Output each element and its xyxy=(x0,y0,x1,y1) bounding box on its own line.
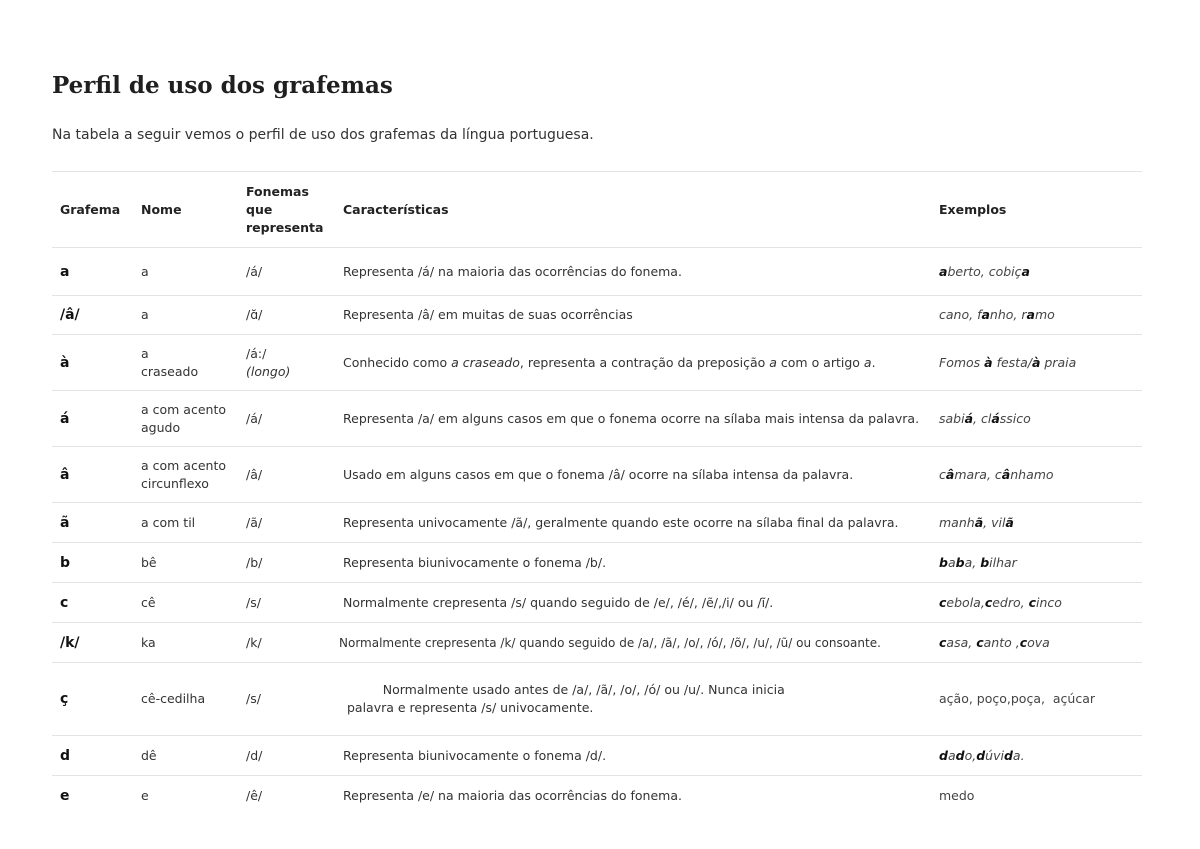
page-title: Perfil de uso dos grafemas xyxy=(52,72,393,99)
cell-exemplos xyxy=(931,623,1142,663)
example-text: o, xyxy=(964,747,977,763)
cell-nome: cê xyxy=(133,583,238,623)
example-highlight: â xyxy=(1001,466,1011,482)
example-text: nho, r xyxy=(989,307,1027,322)
example-text: nhamo xyxy=(1010,466,1054,482)
cell-grafema: à xyxy=(52,335,133,391)
example-text: ilhar xyxy=(989,554,1017,570)
cell-caracteristicas xyxy=(335,335,931,391)
table-row xyxy=(52,583,1142,623)
example-highlight: à xyxy=(1031,354,1041,370)
table-row xyxy=(52,776,1142,816)
example-text: a xyxy=(947,554,956,570)
cell-nome xyxy=(133,335,238,391)
header-caracteristicas: Características xyxy=(335,172,931,248)
example-highlight: c xyxy=(976,634,984,650)
car-italic: a xyxy=(769,354,777,370)
cell-caracteristicas: Representa biunivocamente o fonema /d/. xyxy=(335,736,931,776)
example-highlight: b xyxy=(939,554,948,570)
header-exemplos: Exemplos xyxy=(931,172,1142,248)
cell-nome: dê xyxy=(133,736,238,776)
cell-caracteristicas: Normalmente crepresenta /k/ quando seguido de /a/, /ã/, /o/, /ó/, /õ/, /u/, /ũ/ ou consoante. xyxy=(335,623,931,663)
cell-nome: a xyxy=(133,296,238,335)
table-row xyxy=(52,736,1142,776)
example-text: , cl xyxy=(973,410,992,426)
cell-fonema: /á/ xyxy=(238,248,335,296)
cell-grafema: ç xyxy=(52,663,133,736)
table-row xyxy=(52,543,1142,583)
cell-exemplos: medo xyxy=(931,776,1142,816)
example-highlight: a xyxy=(939,263,948,279)
cell-grafema: d xyxy=(52,736,133,776)
cell-caracteristicas: Representa /a/ em alguns casos em que o fonema ocorre na sílaba mais intensa da palavra. xyxy=(335,391,931,447)
example-text: a. xyxy=(1012,747,1025,763)
example-text: mo xyxy=(1034,307,1055,322)
table-row xyxy=(52,335,1142,391)
example-text: a xyxy=(947,747,956,763)
example-text: úvi xyxy=(985,747,1004,763)
cell-caracteristicas: Usado em alguns casos em que o fonema /â/ ocorre na sílaba intensa da palavra. xyxy=(335,447,931,503)
cell-grafema: e xyxy=(52,776,133,816)
example-text: c xyxy=(939,466,946,482)
table-row xyxy=(52,663,1142,736)
cell-fonema-line1: /á:/ xyxy=(246,345,267,361)
cell-fonema: /â/ xyxy=(238,447,335,503)
example-highlight: d xyxy=(976,747,986,763)
table-row xyxy=(52,447,1142,503)
example-highlight: b xyxy=(955,554,965,570)
cell-exemplos xyxy=(931,447,1142,503)
cell-exemplos xyxy=(931,335,1142,391)
cell-grafema: ã xyxy=(52,503,133,543)
cell-exemplos xyxy=(931,248,1142,296)
cell-nome-line2: craseado xyxy=(141,363,199,379)
cell-fonema: /ɑ̆/ xyxy=(238,296,335,335)
cell-nome xyxy=(133,391,238,447)
cell-nome-line2: circunflexo xyxy=(141,475,209,491)
cell-caracteristicas: Representa univocamente /ã/, geralmente quando este ocorre na sílaba final da palavra. xyxy=(335,503,931,543)
table-row xyxy=(52,248,1142,296)
cell-grafema: a xyxy=(52,248,133,296)
example-highlight: d xyxy=(955,747,965,763)
cell-fonema: /k/ xyxy=(238,623,335,663)
cell-fonema: /á/ xyxy=(238,391,335,447)
cell-nome: ka xyxy=(133,623,238,663)
example-text: , vil xyxy=(983,514,1006,530)
example-highlight: c xyxy=(939,594,947,610)
example-highlight: c xyxy=(1019,634,1028,650)
table-row xyxy=(52,391,1142,447)
header-nome: Nome xyxy=(133,172,238,248)
example-highlight: â xyxy=(945,466,955,482)
cell-grafema: b xyxy=(52,543,133,583)
header-grafema: Grafema xyxy=(52,172,133,248)
example-text: ova xyxy=(1027,634,1050,650)
example-highlight: á xyxy=(991,410,1000,426)
example-text: berto, cobiç xyxy=(947,263,1022,279)
cell-nome-line1: a com acento xyxy=(141,401,226,417)
example-highlight: d xyxy=(939,747,948,763)
cell-nome: cê-cedilha xyxy=(133,663,238,736)
cell-nome-line1: a com acento xyxy=(141,457,226,473)
grapheme-table xyxy=(52,171,1142,815)
table-row xyxy=(52,623,1142,663)
table-row xyxy=(52,503,1142,543)
cell-nome: bê xyxy=(133,543,238,583)
cell-grafema: /â/ xyxy=(52,296,133,335)
cell-grafema: á xyxy=(52,391,133,447)
cell-fonema xyxy=(238,335,335,391)
header-fonemas xyxy=(238,172,335,248)
example-highlight: c xyxy=(984,594,993,610)
example-text: ca xyxy=(939,307,954,322)
cell-exemplos: ação, poço,poça, açúcar xyxy=(931,663,1142,736)
example-highlight: d xyxy=(1003,747,1013,763)
cell-exemplos xyxy=(931,296,1142,335)
example-highlight: a xyxy=(1021,263,1030,279)
cell-fonema: /d/ xyxy=(238,736,335,776)
header-fonemas-line1: Fonemas xyxy=(246,183,309,199)
cell-exemplos xyxy=(931,543,1142,583)
example-highlight: b xyxy=(980,554,990,570)
intro-paragraph: Na tabela a seguir vemos o perfil de uso dos grafemas da língua portuguesa. xyxy=(52,127,594,143)
table-row xyxy=(52,296,1142,335)
cell-nome: a xyxy=(133,248,238,296)
example-highlight: c xyxy=(1028,594,1037,610)
cell-caracteristicas: Representa biunivocamente o fonema /b/. xyxy=(335,543,931,583)
cell-fonema: /s/ xyxy=(238,663,335,736)
cell-fonema-line2: (longo) xyxy=(246,363,291,379)
table-header-row xyxy=(52,172,1142,248)
cell-caracteristicas: Normalmente crepresenta /s/ quando seguido de /e/, /é/, /ẽ/,/i/ ou /ĩ/. xyxy=(335,583,931,623)
header-fonemas-line2: que xyxy=(246,201,273,217)
example-text: ebola, xyxy=(946,594,985,610)
example-text: festa/ xyxy=(992,354,1032,370)
cell-exemplos xyxy=(931,391,1142,447)
example-text: manh xyxy=(939,514,975,530)
cell-caracteristicas: Representa /á/ na maioria das ocorrências do fonema. xyxy=(335,248,931,296)
cell-nome: a com til xyxy=(133,503,238,543)
example-highlight: a xyxy=(1026,307,1035,322)
cell-exemplos xyxy=(931,736,1142,776)
cell-fonema: /ã/ xyxy=(238,503,335,543)
example-text: a, xyxy=(964,554,981,570)
cell-exemplos xyxy=(931,503,1142,543)
cell-nome-line2: agudo xyxy=(141,419,181,435)
cell-fonema: /s/ xyxy=(238,583,335,623)
cell-car-line1: Normalmente usado antes de /a/, /ã/, /o/, /ó/ ou /u/. Nunca inicia xyxy=(382,682,785,697)
cell-fonema: /ê/ xyxy=(238,776,335,816)
example-highlight: ã xyxy=(1005,514,1014,530)
example-text: n xyxy=(953,307,962,322)
cell-fonema: /b/ xyxy=(238,543,335,583)
cell-nome-line1: a xyxy=(141,345,149,361)
cell-caracteristicas xyxy=(335,663,931,736)
header-fonemas-line3: representa xyxy=(246,219,324,235)
example-text: anto , xyxy=(983,634,1020,650)
example-text: mara, c xyxy=(954,466,1002,482)
example-text: praia xyxy=(1040,354,1077,370)
example-highlight: c xyxy=(939,634,947,650)
example-highlight: á xyxy=(964,410,974,426)
example-text: Fomos xyxy=(939,354,985,370)
cell-grafema: /k/ xyxy=(52,623,133,663)
cell-exemplos xyxy=(931,583,1142,623)
example-text: sabi xyxy=(939,410,965,426)
car-text: , representa a contração da preposição xyxy=(519,354,770,370)
cell-nome: e xyxy=(133,776,238,816)
car-text: com o artigo xyxy=(776,354,864,370)
car-text: . xyxy=(871,354,876,370)
car-italic: a xyxy=(863,354,872,370)
cell-nome xyxy=(133,447,238,503)
example-text: edro, xyxy=(992,594,1029,610)
cell-caracteristicas: Representa /e/ na maioria das ocorrências do fonema. xyxy=(335,776,931,816)
cell-caracteristicas: Representa /â/ em muitas de suas ocorrências xyxy=(335,296,931,335)
cell-car-line2: palavra e representa /s/ univocamente. xyxy=(343,700,594,715)
example-text: ssico xyxy=(999,410,1031,426)
example-text: o, f xyxy=(961,307,982,322)
example-text: asa, xyxy=(946,634,977,650)
example-text: inco xyxy=(1036,594,1062,610)
example-highlight: à xyxy=(984,354,993,370)
cell-grafema: â xyxy=(52,447,133,503)
car-italic: a craseado xyxy=(451,354,520,370)
example-highlight: a xyxy=(981,307,990,322)
cell-grafema: c xyxy=(52,583,133,623)
example-highlight: ã xyxy=(974,514,984,530)
car-text: Conhecido como xyxy=(343,354,452,370)
